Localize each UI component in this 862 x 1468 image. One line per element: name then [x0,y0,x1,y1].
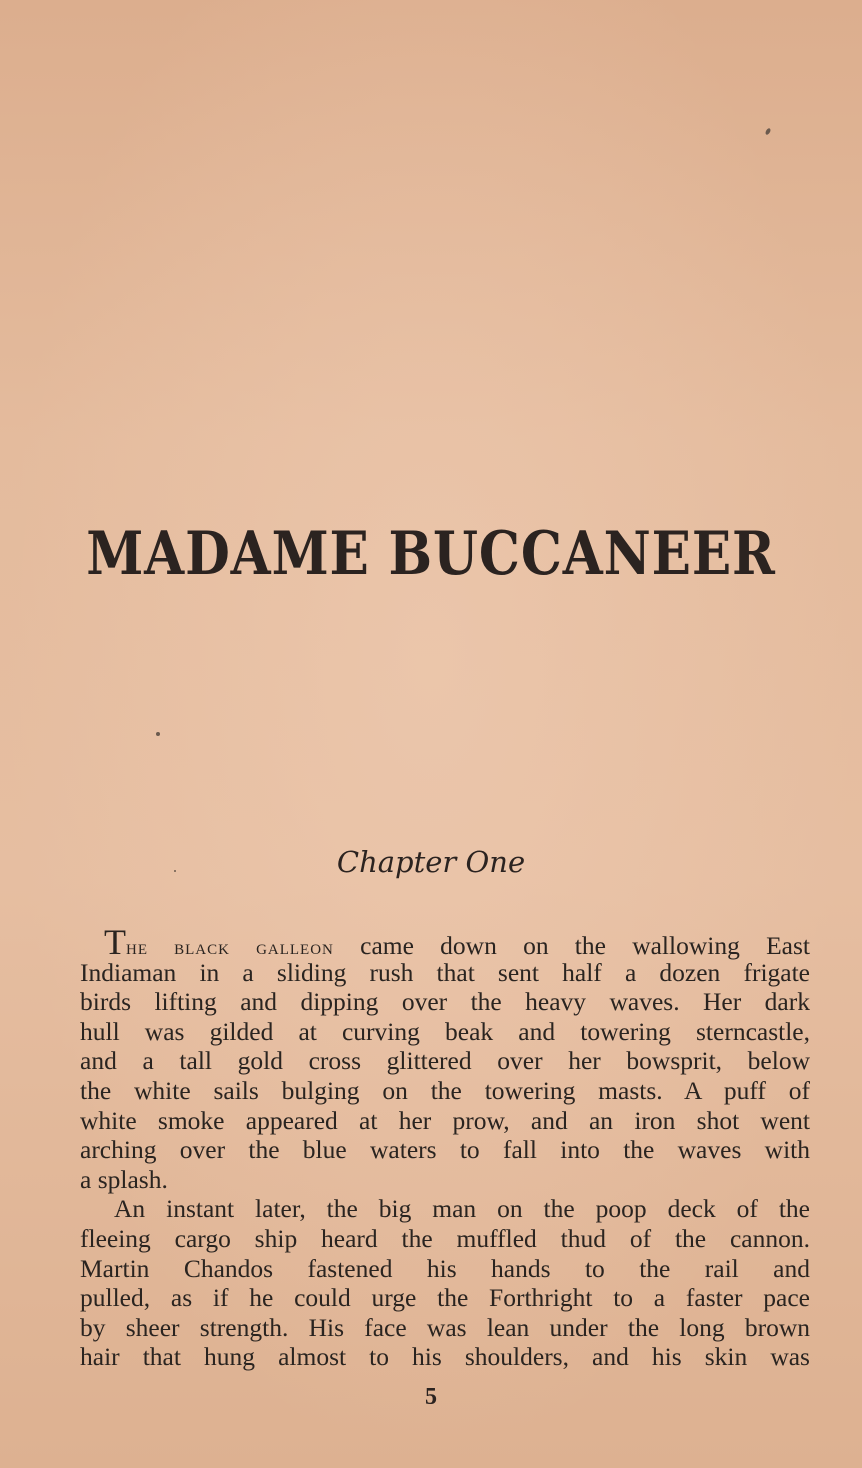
drop-cap: T [104,922,126,962]
text-line: The black galleon came down on the wallowing East [104,922,810,962]
text-line: the white sails bulging on the towering masts. A puff of [80,1075,810,1105]
opening-small-caps: he black galleon [126,935,334,959]
ink-speck [156,732,160,736]
chapter-body-text [80,922,810,1372]
text-line: arching over the blue waters to fall into the waves with [80,1135,810,1165]
chapter-heading: Chapter One [336,845,526,879]
text-line: fleeing cargo ship heard the muffled thud of the cannon. [80,1223,810,1253]
text-line: hull was gilded at curving beak and towering sterncastle, [80,1016,810,1046]
text-line: An instant later, the big man on the poop deck of the [114,1194,810,1224]
text-line: by sheer strength. His face was lean under the long brown [80,1312,810,1342]
text-line: and a tall gold cross glittered over her bowsprit, below [80,1046,810,1076]
text-line: birds lifting and dipping over the heavy waves. Her dark [80,987,810,1017]
text-line: white smoke appeared at her prow, and an iron shot went [80,1105,810,1135]
ink-speck [765,127,772,135]
text-line: hair that hung almost to his shoulders, and his skin was [80,1342,810,1372]
text-line: Indiaman in a sliding rush that sent half a dozen frigate [80,957,810,987]
book-title: MADAME BUCCANEER [86,519,776,589]
text-line: a splash. [80,1164,168,1194]
text-line: Martin Chandos fastened his hands to the rail and [80,1253,810,1283]
page-number: 5 [425,1384,437,1410]
text-line: pulled, as if he could urge the Forthright to a faster pace [80,1283,810,1313]
